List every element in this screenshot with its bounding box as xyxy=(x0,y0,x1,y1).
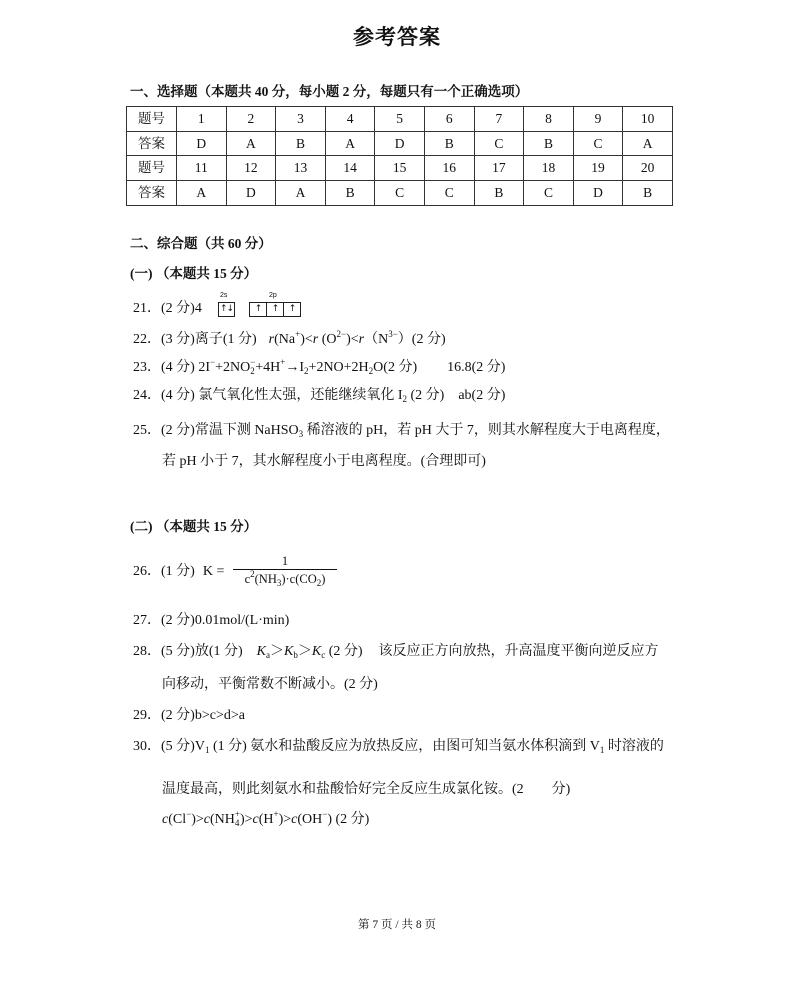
question-number-cell: 5 xyxy=(375,107,425,132)
question-number-cell: 17 xyxy=(474,156,524,181)
orbital-2p-box: ↑ xyxy=(283,302,301,317)
subscript: 4 xyxy=(234,818,240,828)
answer-text: 该反应正方向放热，升高温度平衡向逆反应方 xyxy=(378,644,659,659)
formula-text: (O xyxy=(318,332,337,347)
formula-text: +2NO+2H xyxy=(308,360,369,375)
answer-cell: C xyxy=(424,181,474,206)
answer-cell: D xyxy=(177,131,227,156)
question-number-cell: 12 xyxy=(226,156,276,181)
superscript: 2 xyxy=(250,569,255,579)
formula-text: +4H xyxy=(255,360,281,375)
row-header-cell: 答案 xyxy=(127,131,177,156)
subscript: 1 xyxy=(204,745,210,755)
question-number-cell: 16 xyxy=(424,156,474,181)
part-1-heading: (一) （本题共 15 分） xyxy=(130,266,258,281)
superscript: + xyxy=(295,329,301,339)
question-25-continuation xyxy=(162,453,486,471)
italic-variable: c xyxy=(252,812,259,827)
superscript: + xyxy=(234,809,240,819)
question-number-cell: 4 xyxy=(325,107,375,132)
superscript: − xyxy=(322,809,328,819)
question-number: 24． xyxy=(133,388,161,403)
table-row xyxy=(127,107,673,132)
answer-cell: B xyxy=(276,131,326,156)
row-header-cell: 答案 xyxy=(127,181,177,206)
subscript: 2 xyxy=(368,366,374,376)
formula-text: )> xyxy=(239,812,253,827)
answer-text: (5 分)放(1 分) xyxy=(161,644,243,659)
answer-text: ) (2 分) xyxy=(327,812,370,827)
answer-text: 16.8(2 分) xyxy=(447,360,506,375)
fraction-denominator xyxy=(233,569,337,587)
question-22 xyxy=(133,331,446,349)
table-row xyxy=(127,131,673,156)
question-number-cell: 1 xyxy=(177,107,227,132)
question-number: 28． xyxy=(133,644,161,659)
answer-text: (3 分)离子(1 分) xyxy=(161,332,257,347)
formula-text: （N xyxy=(364,332,389,347)
question-number-cell: 14 xyxy=(325,156,375,181)
formula-text: ＞ xyxy=(297,644,312,659)
question-30-continuation xyxy=(162,781,570,799)
superscript: 3− xyxy=(388,329,398,339)
subscript: 2 xyxy=(316,578,322,588)
question-number-cell: 18 xyxy=(524,156,574,181)
formula-text: (4 分) 2I xyxy=(161,360,210,375)
answer-cell: B xyxy=(524,131,574,156)
question-29 xyxy=(133,707,245,725)
part-2-heading: (二) （本题共 15 分） xyxy=(130,519,258,534)
superscript: + xyxy=(273,809,279,819)
formula-text: (Cl xyxy=(168,812,187,827)
answer-text: (2 分) xyxy=(407,388,445,403)
question-number: 27． xyxy=(133,613,161,628)
answer-cell: D xyxy=(226,181,276,206)
italic-variable: K xyxy=(311,644,322,659)
question-number-cell: 20 xyxy=(623,156,673,181)
formula-text: K = xyxy=(202,564,225,579)
question-30 xyxy=(133,738,664,756)
answer-cell: C xyxy=(375,181,425,206)
answer-text: (2 分)0.01mol/(L·min) xyxy=(161,613,290,628)
answer-text: (2 分)常温下测 NaHSO xyxy=(161,423,299,438)
superscript: 2− xyxy=(336,329,347,339)
answer-cell: C xyxy=(524,181,574,206)
italic-variable: K xyxy=(284,644,294,659)
orbital-2s-box: ↑↓ xyxy=(218,302,235,317)
answer-text: 向移动，平衡常数不断减小。(2 分) xyxy=(162,677,378,692)
page-title: 参考答案 xyxy=(353,25,441,49)
question-number: 29． xyxy=(133,708,161,723)
question-number-cell: 7 xyxy=(474,107,524,132)
question-23 xyxy=(133,359,505,377)
question-27 xyxy=(133,612,289,630)
question-30-formula-line xyxy=(162,811,369,829)
question-number-cell: 6 xyxy=(424,107,474,132)
answer-cell: B xyxy=(623,181,673,206)
question-number-cell: 8 xyxy=(524,107,574,132)
answer-cell: C xyxy=(573,131,623,156)
question-number-cell: 2 xyxy=(226,107,276,132)
italic-variable: c xyxy=(291,812,298,827)
fraction xyxy=(233,553,337,587)
answer-text: (2 分)4 xyxy=(161,301,202,316)
page-footer: 第 7 页 / 共 8 页 xyxy=(358,919,436,931)
answer-text: (5 分)V xyxy=(161,739,205,754)
italic-variable: r xyxy=(312,332,319,347)
answer-table xyxy=(126,106,673,206)
formula-text: O(2 分) xyxy=(373,360,418,375)
answer-text: 稀溶液的 pH，若 pH 大于 7，则其水解程度大于电离程度， xyxy=(303,423,670,438)
answer-text: 若 pH 小于 7，其水解程度小于电离程度。(合理即可) xyxy=(162,454,486,469)
answer-cell: A xyxy=(325,131,375,156)
subscript: 2 xyxy=(304,366,309,376)
superscript: + xyxy=(280,357,286,367)
question-number-cell: 19 xyxy=(573,156,623,181)
section-2-heading: 二、综合题（共 60 分） xyxy=(130,236,272,251)
question-number: 26． xyxy=(133,564,161,579)
subscript: 2 xyxy=(402,394,407,404)
question-number: 30． xyxy=(133,739,161,754)
formula-text: ) xyxy=(321,572,326,586)
question-number-cell: 15 xyxy=(375,156,425,181)
orbital-2p-box: ↑ xyxy=(249,302,267,317)
answer-text: (1 分) xyxy=(161,564,195,579)
formula-text: (H xyxy=(258,812,274,827)
formula-text: (OH xyxy=(297,812,323,827)
answer-cell: B xyxy=(424,131,474,156)
question-28 xyxy=(133,643,659,661)
question-number: 21． xyxy=(133,301,161,316)
answer-text: (4 分) 氯气氧化性太强，还能继续氧化 I xyxy=(161,388,403,403)
answer-text: ab(2 分) xyxy=(458,388,506,403)
italic-variable: r xyxy=(268,332,275,347)
subscript: 1 xyxy=(599,745,605,755)
section-1-heading: 一、选择题（本题共 40 分，每小题 2 分，每题只有一个正确选项） xyxy=(130,84,529,99)
question-number-cell: 3 xyxy=(276,107,326,132)
answer-text: (2 分) xyxy=(325,644,363,659)
question-number-cell: 9 xyxy=(573,107,623,132)
row-header-cell: 题号 xyxy=(127,107,177,132)
subscript: 3 xyxy=(298,429,304,439)
answer-cell: D xyxy=(375,131,425,156)
answer-cell: A xyxy=(623,131,673,156)
row-header-cell: 题号 xyxy=(127,156,177,181)
answer-cell: A xyxy=(226,131,276,156)
question-26 xyxy=(133,554,326,588)
table-row xyxy=(127,181,673,206)
formula-text: )> xyxy=(278,812,292,827)
subscript: b xyxy=(293,650,298,660)
answer-cell: A xyxy=(276,181,326,206)
orbital-2p-label: 2p xyxy=(269,292,277,299)
answer-text: (1 分) 氨水和盐酸反应为放热反应，由图可知当氨水体积滴到 V xyxy=(209,739,600,754)
formula-text: )< xyxy=(346,332,359,347)
question-28-continuation xyxy=(162,676,378,694)
answer-text: 分) xyxy=(551,782,571,797)
question-number: 25． xyxy=(133,423,161,438)
subscript: 2 xyxy=(250,366,255,376)
formula-text: +2NO xyxy=(215,360,251,375)
answer-cell: B xyxy=(325,181,375,206)
question-21 xyxy=(133,292,296,318)
italic-variable: c xyxy=(162,812,169,827)
question-number: 22． xyxy=(133,332,161,347)
formula-text: )> xyxy=(191,812,204,827)
formula-text: )< xyxy=(300,332,313,347)
question-number-cell: 11 xyxy=(177,156,227,181)
orbital-2p-box: ↑ xyxy=(266,302,284,317)
fraction-numerator: 1 xyxy=(281,554,289,568)
answer-cell: A xyxy=(177,181,227,206)
superscript: − xyxy=(210,357,216,367)
table-row xyxy=(127,156,673,181)
formula-text: ＞ xyxy=(270,644,284,659)
question-number-cell: 10 xyxy=(623,107,673,132)
formula-text: (NH xyxy=(209,812,235,827)
formula-text: →I xyxy=(285,360,305,375)
answer-cell: D xyxy=(573,181,623,206)
subscript: a xyxy=(266,650,270,660)
question-25 xyxy=(133,422,670,440)
formula-text: c xyxy=(244,572,251,586)
formula-text: (Na xyxy=(274,332,296,347)
formula-text: (NH xyxy=(254,572,277,586)
answer-cell: B xyxy=(474,181,524,206)
italic-variable: K xyxy=(256,644,266,659)
question-24 xyxy=(133,387,505,405)
answer-cell: C xyxy=(474,131,524,156)
formula-text: )·c(CO xyxy=(281,572,317,586)
answer-text: 温度最高，则此刻氨水和盐酸恰好完全反应生成氯化铵。(2 xyxy=(162,782,524,797)
orbital-2s-label: 2s xyxy=(220,292,228,299)
answer-text: (2 分)b>c>d>a xyxy=(161,708,245,723)
formula-text: ）(2 分) xyxy=(397,332,446,347)
italic-variable: r xyxy=(358,332,365,347)
question-number: 23． xyxy=(133,360,161,375)
italic-variable: c xyxy=(203,812,210,827)
superscript: − xyxy=(250,357,256,367)
subscript: c xyxy=(321,650,326,660)
answer-text: 时溶液的 xyxy=(604,739,664,754)
subscript: 3 xyxy=(276,578,282,588)
superscript: − xyxy=(186,809,192,819)
question-number-cell: 13 xyxy=(276,156,326,181)
